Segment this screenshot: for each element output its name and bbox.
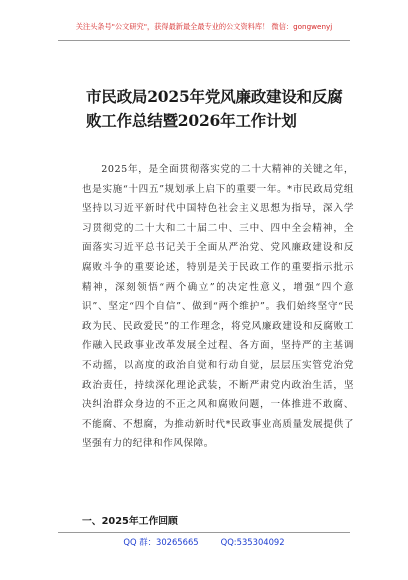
document-title-line2: 败工作总结暨2026年工作计划 bbox=[86, 111, 297, 130]
header-banner-text: 关注头条号"公文研究"，获得最新最全最专业的公文资料库！ 微信：gongwenyj bbox=[75, 22, 333, 31]
document-title bbox=[86, 85, 366, 133]
header-divider bbox=[58, 40, 350, 41]
footer-divider bbox=[58, 532, 350, 533]
header-banner bbox=[0, 22, 408, 32]
document-title-line1: 市民政局2025年党风廉政建设和反腐 bbox=[86, 87, 343, 106]
footer bbox=[0, 536, 408, 548]
section-heading: 一、2025年工作回顾 bbox=[82, 516, 178, 527]
footer-qq-number: QQ:535304092 bbox=[220, 537, 285, 547]
body-paragraph: 2025年，是全面贯彻落实党的二十大精神的关键之年，也是实施“十四五”规划承上启下的重要一年。*市民政局党组坚持以习近平新时代中国特色社会主义思想为指导，深入学习贯彻党的二十大和二十届二中、三中、四中全会精神，全面落实习近平总书记关于全面从严治党、党风廉政建设和反腐败斗争的重要论述，特别是关于民政工作的重要指示批示精神，深刻领悟“两个确立”的决定性意义，增强“四个意识”、坚定“四个自信”、做到“两个维护”。我们始终坚守“民政为民、民政爱民”的工作理念，将党风廉政建设和反腐败工作融入民政事业改革发展全过程、各方面，坚持严的主基调不动摇，以高度的政治自觉和行动自觉，层层压实管党治党政治责任，持续深化理论武装，不断严肃党内政治生活，坚决纠治群众身边的不正之风和腐败问题，一体推进不敢腐、不能腐、不想腐，为推动新时代*民政事业高质量发展提供了坚强有力的纪律和作风保障。 bbox=[82, 164, 354, 450]
footer-qq-group: QQ 群：30265665 bbox=[123, 537, 199, 547]
